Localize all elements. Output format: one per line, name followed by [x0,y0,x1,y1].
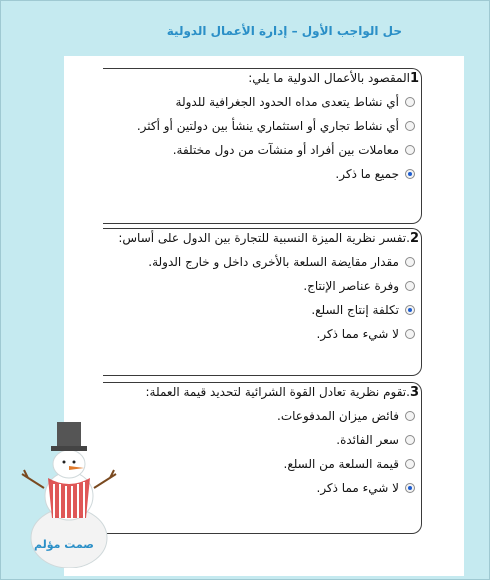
radio-button[interactable] [405,97,415,107]
option-label: تكلفة إنتاج السلع. [311,303,399,317]
question-box-3 [103,382,422,534]
question-number: 1 [409,71,419,86]
question-number: 3 [409,385,419,400]
radio-button-selected[interactable] [405,305,415,315]
radio-button-selected[interactable] [405,483,415,493]
radio-button[interactable] [405,257,415,267]
option-label: وفرة عناصر الإنتاج. [303,279,399,293]
option-label: معاملات بين أفراد أو منشآت من دول مختلفة. [172,143,399,157]
question-label: .تفسر نظرية الميزة النسبية للتجارة بين الدول على أساس: [118,231,410,245]
question-label: .تقوم نظرية تعادل القوة الشرائية لتحديد قيمة العملة: [145,385,410,399]
option-label: فائض ميزان المدفوعات. [277,409,399,423]
question-text-1 [248,71,419,86]
option-2-4[interactable] [317,327,416,341]
option-label: أي نشاط تجاري أو استثماري ينشأ بين دولتين أو أكثر. [136,119,399,133]
radio-button[interactable] [405,281,415,291]
option-1-4[interactable] [335,167,415,181]
option-2-3[interactable] [311,303,415,317]
question-number: 2 [409,231,419,246]
radio-button-selected[interactable] [405,169,415,179]
option-3-3[interactable] [284,457,416,471]
option-3-4[interactable] [317,481,416,495]
option-label: لا شيء مما ذكر. [316,327,399,341]
radio-button[interactable] [405,411,415,421]
radio-button[interactable] [405,435,415,445]
question-box-2 [103,228,422,376]
page-title: حل الواجب الأول – إدارة الأعمال الدولية [166,24,402,38]
option-3-1[interactable] [277,409,415,423]
question-label: المقصود بالأعمال الدولية ما يلي: [248,71,410,85]
option-label: لا شيء مما ذكر. [316,481,399,495]
option-label: جميع ما ذكر. [335,167,399,181]
question-text-2 [118,231,419,246]
option-label: أي نشاط يتعدى مداه الحدود الجغرافية للدولة [175,95,399,109]
radio-button[interactable] [405,145,415,155]
option-label: قيمة السلعة من السلع. [283,457,399,471]
question-box-1 [103,68,422,224]
option-2-1[interactable] [148,255,415,269]
option-1-1[interactable] [176,95,415,109]
radio-button[interactable] [405,459,415,469]
option-label: مقدار مقايضة السلعة بالأخرى داخل و خارج الدولة. [148,255,399,269]
question-text-3 [146,385,419,400]
option-2-2[interactable] [303,279,415,293]
signature-label: صمت مؤلم [34,538,94,551]
option-1-2[interactable] [137,119,415,133]
radio-button[interactable] [405,121,415,131]
option-1-3[interactable] [173,143,415,157]
option-label: سعر الفائدة. [336,433,399,447]
radio-button[interactable] [405,329,415,339]
option-3-2[interactable] [336,433,415,447]
